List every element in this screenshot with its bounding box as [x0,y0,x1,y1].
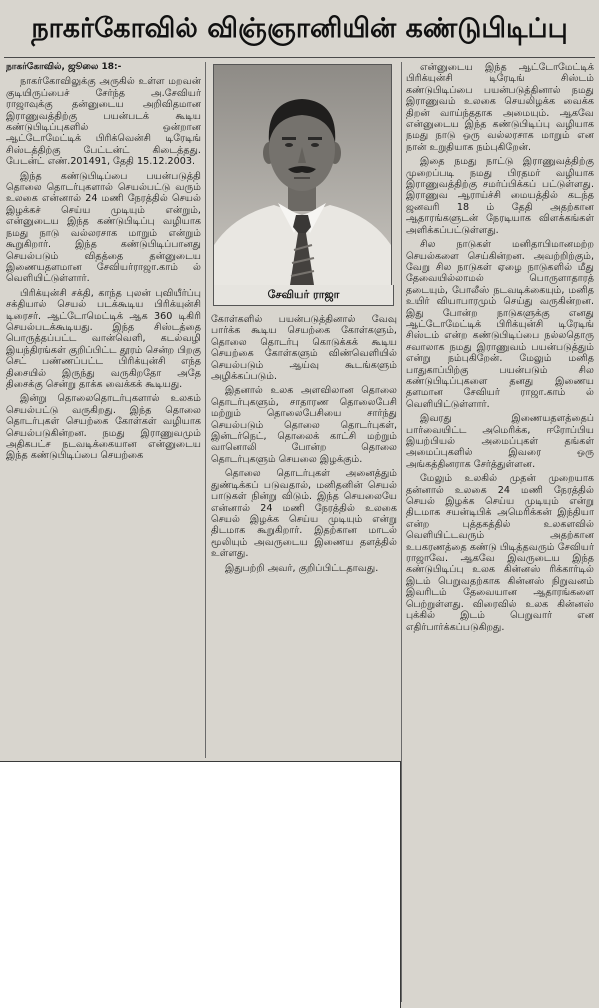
article-paragraph: இதனால் உலக அளவிலான தொலை தொடர்புகளும், சாதாரண தொலைபேசி மற்றும் தொலைபேசியை சார்ந்து செயல்படும் தொலை தொடர்புகள், இன்டர்நெட், தொலைக் காட்சி மற்றும் வானொலி போன்ற தொலை தொடர்புகளும் செயலை இழக்கும். [211,385,397,465]
headline: நாகர்கோவில் விஞ்ஞானியின் கண்டுபிடிப்பு [31,13,568,44]
article-column-2 [211,314,397,758]
column-divider [401,62,402,1002]
article-paragraph: இதை நமது நாட்டு இராணுவத்திற்கு முறைப்படி நமது பிரதமர் வழியாக இராணுவத்திற்கு சமர்ப்பிக்கப் பட்டுள்ளது. இராணுவ ஆராய்ச்சி மையத்தில் கடந்த ஜனவரி 18 ம் தேதி அதற்கான ஆதாரங்களுடன் நேரடியாக விளக்கங்கள் அளிக்கப்பட்டுள்ளது. [406,156,594,236]
article-paragraph: இதுபற்றி அவர், குறிப்பிட்டதாவது. [225,562,379,574]
column-divider [205,62,206,758]
article-paragraph: நாகர்கோவிலுக்கு அருகில் உள்ள மறவன் குடியிருப்பைச் சேர்ந்த அ.சேவியர் ராஜாவுக்கு தன்னுடைய அறிவிதமான இராணுவத்திற்கு பயன்படக் கூடிய கண்டுபிடிப்புகளில் ஒன்றான ஆட்டோமேட்டிக் பிரிக்வென்சி டிரேடிங் சிஸ்டத்திற்கு பேட்டன்ட் கிடைத்தது. பேடன்ட் எண்.201491, தேதி 15.12.2003. [6,76,201,168]
clipping-edge [0,761,401,762]
article-paragraph: மேலும் உலகில் முதன் முறையாக தன்னால் உலகை 24 மணி நேரத்தில் செயல் இழக்க செய்ய முடியும் என்று திடமாக சயன்டிபிக் அமெரிக்கன் இந்தியா என்ற புத்தகத்தில் உலகளவில் வெளியிட்டவரும் அதற்கான உபகரணத்தை கண்டு பிடித்தவரும் சேவியர் ராஜாவே. ஆகவே இவருடைய இந்த கண்டுபிடிப்பு உலக கின்னஸ் ரிக்கார்டில் இடம் பெறுவதற்காக கின்னஸ் நிறுவனம் இவரிடம் தேவையான ஆதாரங்களை பெற்றுள்ளது. விரைவில் உலக கின்னஸ் புக்கில் இடம் பெறுவார் என எதிர்பார்க்கப்படுகிறது. [406,473,594,633]
article-paragraph: தொலை தொடர்புகள் அனைத்தும் துண்டிக்கப் படுவதால், மனிதனின் செயல் பாடுகள் நின்று விடும். இந்த செயலையே என்னால் 24 மணி நேரத்தில் உலகை செயல் இழக்க செய்ய முடியும் என்று திடமாக கூறுகிறார். இதற்கான மாடல் மூலியும் அவருடைய இணைய தளத்தில் உள்ளது. [211,468,397,560]
article-paragraph: என்னுடைய இந்த ஆட்டோமேட்டிக் பிரிக்யுன்சி டிரேடிங் சிஸ்டம் கண்டுபிடிப்பை பயன்படுத்தினால் நமது இராணுவம் உலகை செயலிழக்க வைக்க திறன் வாய்ந்ததாக அமையும். ஆகவே என்னுடைய இந்த கண்டுபிடிப்பு வழியாக நமது நாடு ஒரு வல்லரசாக மாறும் என நான் உறுதியாக நம்புகிறேன். [406,62,594,153]
portrait-photo [213,64,392,286]
dateline: நாகர்கோவில், ஜூலை 18:- [6,62,122,72]
portrait-image [214,65,391,285]
headline-rule [4,57,595,58]
article-column-3 [406,62,594,1002]
photo-caption: சேவியர் ராஜா [213,285,394,306]
article-paragraph: சில நாடுகள் மனிதாபிமானமற்ற செயல்களை செய்கின்றன. அவற்றிற்கும், வேறு சில நாடுகள் ஏழை நாடுகளில் மீது தேவையில்லாமல் பொருளாதாரத் தடையும், போலீஸ் நடவடிக்கையும், மனித உயிர் வியாபாரமும் செய்து வருகின்றன. இது போன்ற நாடுகளுக்கு எனது ஆட்டோமேட்டிக் பிரிக்யுன்சி டிரேடிங் சிஸ்டம் என்ற கண்டுபிடிப்பை நல்லதொரு சவாலாக நமது இராணுவம் பயன்படுத்தும் என்று நம்புகிறேன். மேலும் மனித பாதுகாப்பிற்கு பயன்படும் சில கண்டுபிடிப்புகளை தனது இணைய தளமான சேவியர் ராஜா.காம் ல் வெளியிட்டுள்ளார். [406,239,594,410]
article-paragraph: இந்த கண்டுபிடிப்பை பயன்படுத்தி தொலை தொடர்புகளால் செயல்பட்டு வரும் உலகை என்னால் 24 மணி நேரத்தில் செயல் இழக்கச் செய்ய முடியும் என்றும், என்னுடைய இந்த கண்டுபிடிப்பு வழியாக நமது நாடு வல்லரசாக மாறும் என்றும் கூறுகிறார். இந்த கண்டுபிடிப்பானது செயல்படும் விதத்தை தன்னுடைய இணையதளமான சேவியர்ராஜா.காம் ல் வெளியிட்டுள்ளார். [6,170,201,285]
article-paragraph: இவரது இணையதளத்தைப் பார்வையிட்ட அமெரிக்க, ஈரோப்பிய இயற்பியல் அமைப்புகள் தங்கள் அமைப்புகளில் இவரை ஒரு அங்கத்தினராக சேர்த்துள்ளன. [406,413,594,470]
article-paragraph: கோள்களில் பயன்படுத்தினால் வேவு பார்க்க கூடிய செயற்கை கோள்களும், தொலை தொடர்பு கொடுக்கக் கூடிய செயற்கை கோள்களும் விண்வெளியில் செயல்படும் ஆய்வு கூடங்களும் அழிக்கப்படும். [211,314,397,383]
article-column-1 [6,62,201,758]
article-paragraph: பிரிக்யுன்சி சக்தி, காந்த புலன் புவியீர்ப்பு சக்தியால் செயல் படக்கூடிய பிரிக்யுன்சி டிரைசர். ஆட்டோமெட்டிக் ஆக 360 டிகிரி செயல்படக்கூடியது. இந்த சிஸ்டத்தை பொருத்தப்பட்ட வான்வெளி, கடல்வழி இயந்திரங்கள் குறிப்பிட்ட தூரம் சென்ற பிறகு செட் பண்ணப்பட்ட பிரிக்யுன்சி எந்த திசையில் இருந்து வருகிறதோ அதே திசைக்கு சென்று தாக்க வைக்கக் கூடியது. [6,287,201,390]
article-paragraph: இன்று தொலைதொடர்புகளால் உலகம் செயல்பட்டு வருகிறது. இந்த தொலை தொடர்புகள் செயற்கை கோள்கள் வழியாக செயல்படுகின்றன. நமது இராணுவமும் அதிகபட்ச நடவடிக்கையான என்னுடைய இந்த கண்டுபிடிப்பை செயற்கை [6,393,201,462]
